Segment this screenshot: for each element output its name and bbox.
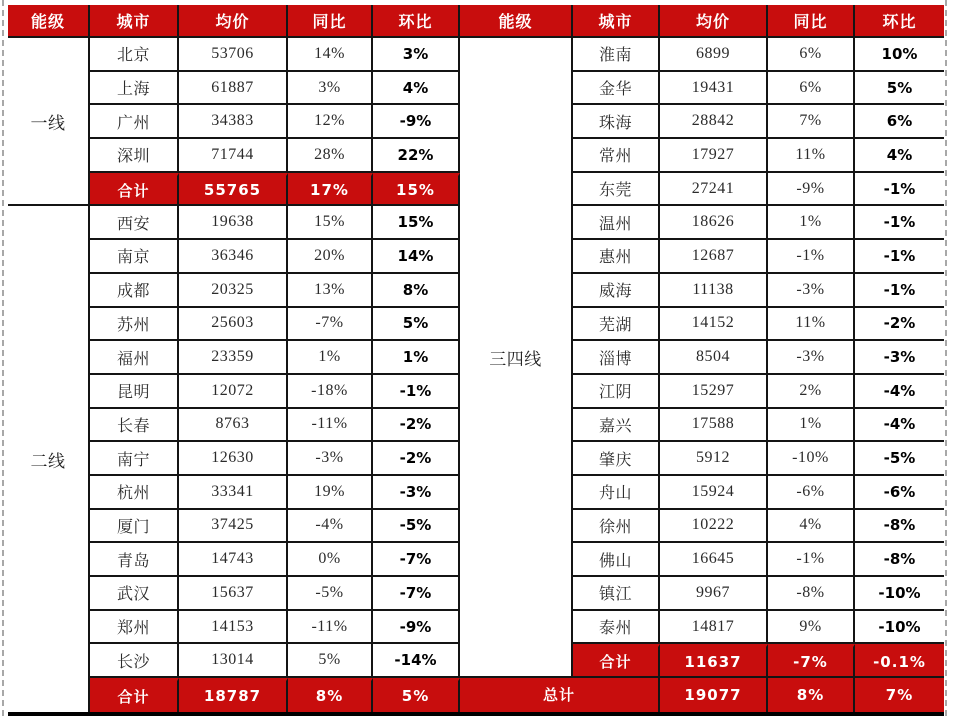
- mom-cell: -2%: [373, 409, 460, 443]
- avg-price-cell: 8763: [179, 409, 288, 443]
- yoy-cell: 11%: [768, 308, 855, 342]
- yoy-cell: 14%: [288, 38, 373, 72]
- avg-price-cell: 17927: [660, 139, 768, 173]
- grand-total-yoy-cell: 8%: [768, 678, 855, 712]
- city-cell: 淮南: [573, 38, 660, 72]
- mom-cell: -8%: [855, 543, 944, 577]
- mom-cell: -7%: [373, 543, 460, 577]
- total-mom-cell: -0.1%: [855, 644, 944, 678]
- total-avg-cell: 55765: [179, 173, 288, 207]
- avg-price-cell: 14153: [179, 611, 288, 645]
- city-cell: 徐州: [573, 510, 660, 544]
- column-header: 同比: [288, 5, 373, 38]
- city-cell: 舟山: [573, 476, 660, 510]
- mom-cell: -3%: [855, 341, 944, 375]
- city-cell: 镇江: [573, 577, 660, 611]
- grand-total-label-cell: 总计: [460, 678, 660, 712]
- yoy-cell: 13%: [288, 274, 373, 308]
- yoy-cell: -8%: [768, 577, 855, 611]
- mom-cell: 4%: [373, 72, 460, 106]
- yoy-cell: -4%: [288, 510, 373, 544]
- yoy-cell: 20%: [288, 240, 373, 274]
- total-avg-cell: 11637: [660, 644, 768, 678]
- avg-price-cell: 19431: [660, 72, 768, 106]
- avg-price-cell: 28842: [660, 105, 768, 139]
- avg-price-cell: 25603: [179, 308, 288, 342]
- avg-price-cell: 12687: [660, 240, 768, 274]
- yoy-cell: 4%: [768, 510, 855, 544]
- total-yoy-cell: -7%: [768, 644, 855, 678]
- yoy-cell: 6%: [768, 38, 855, 72]
- page-break-line-right: [945, 0, 947, 716]
- tier-cell: 一线: [8, 38, 90, 206]
- mom-cell: -9%: [373, 105, 460, 139]
- mom-cell: -1%: [373, 375, 460, 409]
- avg-price-cell: 37425: [179, 510, 288, 544]
- yoy-cell: -3%: [768, 341, 855, 375]
- avg-price-cell: 5912: [660, 442, 768, 476]
- mom-cell: 5%: [855, 72, 944, 106]
- city-cell: 福州: [90, 341, 179, 375]
- avg-price-cell: 8504: [660, 341, 768, 375]
- avg-price-cell: 71744: [179, 139, 288, 173]
- yoy-cell: 11%: [768, 139, 855, 173]
- city-cell: 芜湖: [573, 308, 660, 342]
- mom-cell: -4%: [855, 375, 944, 409]
- avg-price-cell: 20325: [179, 274, 288, 308]
- mom-cell: -10%: [855, 611, 944, 645]
- mom-cell: -4%: [855, 409, 944, 443]
- city-cell: 惠州: [573, 240, 660, 274]
- city-cell: 江阴: [573, 375, 660, 409]
- mom-cell: -1%: [855, 274, 944, 308]
- city-cell: 上海: [90, 72, 179, 106]
- yoy-cell: -3%: [768, 274, 855, 308]
- city-cell: 温州: [573, 206, 660, 240]
- city-cell: 深圳: [90, 139, 179, 173]
- city-cell: 西安: [90, 206, 179, 240]
- city-cell: 青岛: [90, 543, 179, 577]
- mom-cell: -2%: [373, 442, 460, 476]
- mom-cell: -1%: [855, 173, 944, 207]
- city-cell: 南宁: [90, 442, 179, 476]
- city-cell: 郑州: [90, 611, 179, 645]
- mom-cell: -1%: [855, 206, 944, 240]
- yoy-cell: -6%: [768, 476, 855, 510]
- grand-total-avg-cell: 19077: [660, 678, 768, 712]
- yoy-cell: -1%: [768, 240, 855, 274]
- yoy-cell: -11%: [288, 409, 373, 443]
- total-yoy-cell: 17%: [288, 173, 373, 207]
- mom-cell: -14%: [373, 644, 460, 678]
- avg-price-cell: 11138: [660, 274, 768, 308]
- column-header: 能级: [8, 5, 90, 38]
- avg-price-cell: 53706: [179, 38, 288, 72]
- yoy-cell: 5%: [288, 644, 373, 678]
- city-cell: 嘉兴: [573, 409, 660, 443]
- house-price-table: [8, 5, 944, 716]
- mom-cell: 22%: [373, 139, 460, 173]
- avg-price-cell: 36346: [179, 240, 288, 274]
- column-header: 均价: [660, 5, 768, 38]
- city-cell: 淄博: [573, 341, 660, 375]
- city-cell: 苏州: [90, 308, 179, 342]
- avg-price-cell: 9967: [660, 577, 768, 611]
- mom-cell: -5%: [855, 442, 944, 476]
- mom-cell: -8%: [855, 510, 944, 544]
- mom-cell: -6%: [855, 476, 944, 510]
- avg-price-cell: 14152: [660, 308, 768, 342]
- mom-cell: 15%: [373, 206, 460, 240]
- total-avg-cell: 18787: [179, 678, 288, 712]
- yoy-cell: 1%: [768, 409, 855, 443]
- avg-price-cell: 15637: [179, 577, 288, 611]
- yoy-cell: -18%: [288, 375, 373, 409]
- yoy-cell: 7%: [768, 105, 855, 139]
- avg-price-cell: 14743: [179, 543, 288, 577]
- mom-cell: 6%: [855, 105, 944, 139]
- yoy-cell: 1%: [288, 341, 373, 375]
- avg-price-cell: 6899: [660, 38, 768, 72]
- city-cell: 北京: [90, 38, 179, 72]
- yoy-cell: 15%: [288, 206, 373, 240]
- city-cell: 昆明: [90, 375, 179, 409]
- city-cell: 成都: [90, 274, 179, 308]
- city-cell: 东莞: [573, 173, 660, 207]
- avg-price-cell: 34383: [179, 105, 288, 139]
- page-break-line-left: [2, 0, 4, 716]
- yoy-cell: 28%: [288, 139, 373, 173]
- column-header: 环比: [855, 5, 944, 38]
- city-cell: 金华: [573, 72, 660, 106]
- yoy-cell: -7%: [288, 308, 373, 342]
- column-header: 城市: [573, 5, 660, 38]
- total-label-cell: 合计: [90, 678, 179, 712]
- city-cell: 泰州: [573, 611, 660, 645]
- yoy-cell: -10%: [768, 442, 855, 476]
- city-cell: 佛山: [573, 543, 660, 577]
- tier-cell: 二线: [8, 206, 90, 711]
- yoy-cell: -3%: [288, 442, 373, 476]
- mom-cell: -9%: [373, 611, 460, 645]
- avg-price-cell: 16645: [660, 543, 768, 577]
- yoy-cell: 2%: [768, 375, 855, 409]
- city-cell: 杭州: [90, 476, 179, 510]
- avg-price-cell: 10222: [660, 510, 768, 544]
- total-label-cell: 合计: [573, 644, 660, 678]
- yoy-cell: -9%: [768, 173, 855, 207]
- city-cell: 肇庆: [573, 442, 660, 476]
- avg-price-cell: 18626: [660, 206, 768, 240]
- city-cell: 南京: [90, 240, 179, 274]
- yoy-cell: 0%: [288, 543, 373, 577]
- mom-cell: -1%: [855, 240, 944, 274]
- city-cell: 长沙: [90, 644, 179, 678]
- mom-cell: -2%: [855, 308, 944, 342]
- grand-total-mom-cell: 7%: [855, 678, 944, 712]
- city-cell: 厦门: [90, 510, 179, 544]
- avg-price-cell: 14817: [660, 611, 768, 645]
- total-mom-cell: 15%: [373, 173, 460, 207]
- avg-price-cell: 27241: [660, 173, 768, 207]
- mom-cell: 8%: [373, 274, 460, 308]
- mom-cell: 5%: [373, 308, 460, 342]
- avg-price-cell: 13014: [179, 644, 288, 678]
- yoy-cell: 1%: [768, 206, 855, 240]
- city-cell: 长春: [90, 409, 179, 443]
- mom-cell: 1%: [373, 341, 460, 375]
- mom-cell: 3%: [373, 38, 460, 72]
- mom-cell: -5%: [373, 510, 460, 544]
- total-yoy-cell: 8%: [288, 678, 373, 712]
- yoy-cell: -5%: [288, 577, 373, 611]
- tier-cell: 三四线: [460, 38, 573, 678]
- mom-cell: 4%: [855, 139, 944, 173]
- city-cell: 常州: [573, 139, 660, 173]
- total-mom-cell: 5%: [373, 678, 460, 712]
- avg-price-cell: 23359: [179, 341, 288, 375]
- yoy-cell: 12%: [288, 105, 373, 139]
- yoy-cell: 9%: [768, 611, 855, 645]
- avg-price-cell: 61887: [179, 72, 288, 106]
- yoy-cell: 3%: [288, 72, 373, 106]
- city-cell: 武汉: [90, 577, 179, 611]
- column-header: 环比: [373, 5, 460, 38]
- avg-price-cell: 19638: [179, 206, 288, 240]
- column-header: 城市: [90, 5, 179, 38]
- mom-cell: -3%: [373, 476, 460, 510]
- mom-cell: 10%: [855, 38, 944, 72]
- avg-price-cell: 15924: [660, 476, 768, 510]
- avg-price-cell: 12630: [179, 442, 288, 476]
- yoy-cell: 19%: [288, 476, 373, 510]
- column-header: 能级: [460, 5, 573, 38]
- yoy-cell: -1%: [768, 543, 855, 577]
- mom-cell: 14%: [373, 240, 460, 274]
- total-label-cell: 合计: [90, 173, 179, 207]
- column-header: 同比: [768, 5, 855, 38]
- mom-cell: -7%: [373, 577, 460, 611]
- column-header: 均价: [179, 5, 288, 38]
- city-cell: 威海: [573, 274, 660, 308]
- avg-price-cell: 17588: [660, 409, 768, 443]
- yoy-cell: -11%: [288, 611, 373, 645]
- mom-cell: -10%: [855, 577, 944, 611]
- yoy-cell: 6%: [768, 72, 855, 106]
- city-cell: 珠海: [573, 105, 660, 139]
- avg-price-cell: 33341: [179, 476, 288, 510]
- avg-price-cell: 12072: [179, 375, 288, 409]
- avg-price-cell: 15297: [660, 375, 768, 409]
- city-cell: 广州: [90, 105, 179, 139]
